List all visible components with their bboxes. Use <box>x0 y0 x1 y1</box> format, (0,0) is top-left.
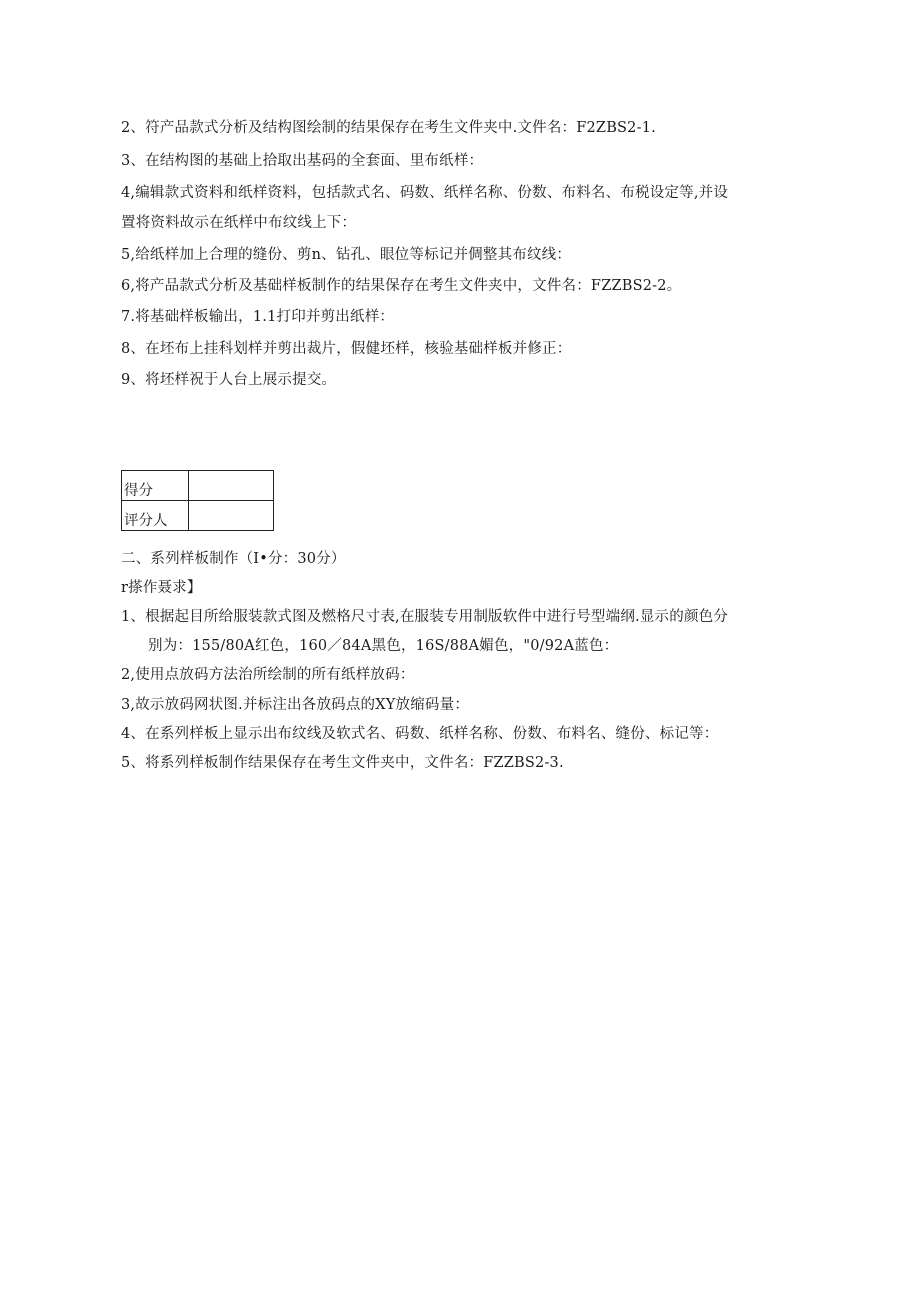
score-row <box>122 471 274 501</box>
grader-label: 评分人 <box>122 501 189 531</box>
part2-item-3: 3,故示放码网状图.并标注出各放码点的XY放缩码量： <box>121 697 470 713</box>
part1-item-7: 7.将基础样板输出，1.1打印并剪出纸样： <box>121 309 395 325</box>
part2-item-2: 2,使用点放码方法治所绘制的所有纸样放码： <box>121 667 415 683</box>
part2-item-1-cont: 别为：155/80A红色，160／84A黑色，16S/88A媚色，"0/92A蓝色： <box>148 638 619 654</box>
part1-item-2: 2、符产品款式分析及结构图绘制的结果保存在考生文件夹中.文件名：F2ZBS2-1. <box>121 120 656 136</box>
part1-item-5: 5,给纸样加上合理的缝份、剪n、钻孔、眼位等标记并倜整其布纹线： <box>121 247 572 263</box>
part1-item-4-cont: 置将资料故示在纸样中布纹线上下： <box>121 215 357 231</box>
part2-item-1: 1、根据起目所给服装款式图及燃格尺寸表,在服装专用制版软件中进行号型端纲.显示的颜色分 <box>121 609 729 625</box>
part2-item-4: 4、在系列样板上显示出布纹线及软式名、码数、纸样名称、份数、布料名、缝份、标记等： <box>121 726 719 742</box>
grader-row <box>122 501 274 531</box>
part1-item-3: 3、在结构图的基础上拾取出基码的全套面、里布纸样： <box>121 153 484 169</box>
part1-item-8: 8、在坯布上挂科划样并剪出裁片，假健坯样，核验基础样板并修正： <box>121 341 572 357</box>
score-table <box>121 470 274 531</box>
part2-requirements-label: r搽作聂求】 <box>121 580 202 596</box>
score-value-cell <box>189 471 274 501</box>
part1-item-9: 9、将坯样祝于人台上展示提交。 <box>121 372 337 388</box>
part2-item-5: 5、将系列样板制作结果保存在考生文件夹中，文件名：FZZBS2-3. <box>121 755 564 771</box>
part2-heading: 二、系列样板制作（I•分：30分） <box>121 551 346 567</box>
part1-item-6: 6,将产品款式分析及基础样板制作的结果保存在考生文件夹中，文件名：FZZBS2-2。 <box>121 278 682 294</box>
part1-item-4: 4,编辑款式资料和纸样资料，包括款式名、码数、纸样名称、份数、布料名、布税设定等,并设 <box>121 185 729 201</box>
grader-value-cell <box>189 501 274 531</box>
score-label: 得分 <box>122 471 189 501</box>
